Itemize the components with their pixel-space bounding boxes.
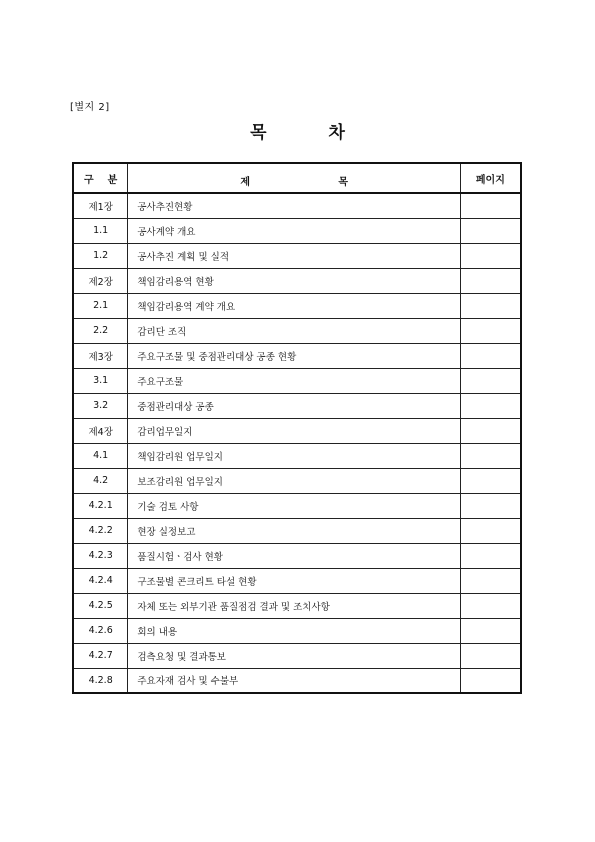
section-title: 공사추진현황 — [128, 193, 460, 218]
section-number: 4.2.5 — [73, 593, 128, 618]
header-division: 구 분 — [73, 163, 128, 193]
section-title: 중점관리대상 공종 — [128, 393, 460, 418]
section-number: 2.2 — [73, 318, 128, 343]
section-title: 주요구조물 — [128, 368, 460, 393]
page-cell — [460, 593, 521, 618]
section-title: 공사계약 개요 — [128, 218, 460, 243]
section-number: 2.1 — [73, 293, 128, 318]
form-label: [별지 2] — [70, 102, 110, 113]
page-cell — [460, 268, 521, 293]
table-row — [73, 493, 521, 518]
page-cell — [460, 443, 521, 468]
section-number: 1.1 — [73, 218, 128, 243]
section-number: 4.2 — [73, 468, 128, 493]
page-cell — [460, 318, 521, 343]
table-row — [73, 318, 521, 343]
section-number: 4.2.1 — [73, 493, 128, 518]
section-title: 책임감리용역 계약 개요 — [128, 293, 460, 318]
table-row — [73, 643, 521, 668]
page-cell — [460, 293, 521, 318]
section-number: 4.2.7 — [73, 643, 128, 668]
table-row — [73, 393, 521, 418]
table-row — [73, 243, 521, 268]
table-of-contents — [72, 162, 522, 694]
section-number: 4.2.2 — [73, 518, 128, 543]
table-row — [73, 543, 521, 568]
table-row — [73, 568, 521, 593]
table-row — [73, 443, 521, 468]
page-cell — [460, 543, 521, 568]
section-title: 자체 또는 외부기관 품질점검 결과 및 조치사항 — [128, 593, 460, 618]
page-cell — [460, 568, 521, 593]
page-cell — [460, 218, 521, 243]
section-title: 주요구조물 및 중점관리대상 공종 현황 — [128, 343, 460, 368]
section-title: 주요자재 검사 및 수불부 — [128, 668, 460, 693]
table-row — [73, 268, 521, 293]
table-row — [73, 343, 521, 368]
section-number: 제3장 — [73, 343, 128, 368]
table-row — [73, 593, 521, 618]
section-title: 품질시험ㆍ검사 현황 — [128, 543, 460, 568]
section-title: 구조물별 콘크리트 타설 현황 — [128, 568, 460, 593]
section-title: 회의 내용 — [128, 618, 460, 643]
section-title: 감리단 조직 — [128, 318, 460, 343]
page-cell — [460, 343, 521, 368]
section-title: 현장 실정보고 — [128, 518, 460, 543]
section-number: 3.1 — [73, 368, 128, 393]
page-cell — [460, 643, 521, 668]
section-title: 책임감리원 업무일지 — [128, 443, 460, 468]
section-title: 보조감리원 업무일지 — [128, 468, 460, 493]
header-page: 페이지 — [460, 163, 521, 193]
section-title: 감리업무일지 — [128, 418, 460, 443]
table-body — [73, 193, 521, 693]
section-number: 제2장 — [73, 268, 128, 293]
section-number: 3.2 — [73, 393, 128, 418]
page-cell — [460, 418, 521, 443]
section-number: 4.2.8 — [73, 668, 128, 693]
page-cell — [460, 493, 521, 518]
section-number: 1.2 — [73, 243, 128, 268]
section-title: 검측요청 및 결과통보 — [128, 643, 460, 668]
title-right: 차 — [328, 123, 345, 143]
page-cell — [460, 193, 521, 218]
page-cell — [460, 618, 521, 643]
section-title: 기술 검토 사항 — [128, 493, 460, 518]
section-number: 4.2.4 — [73, 568, 128, 593]
table-row — [73, 518, 521, 543]
section-number: 제4장 — [73, 418, 128, 443]
table-row — [73, 193, 521, 218]
page-cell — [460, 393, 521, 418]
table-row — [73, 468, 521, 493]
section-number: 4.2.6 — [73, 618, 128, 643]
section-title: 책임감리용역 현황 — [128, 268, 460, 293]
table-header-row — [73, 163, 521, 193]
page-cell — [460, 668, 521, 693]
section-number: 4.1 — [73, 443, 128, 468]
section-number: 4.2.3 — [73, 543, 128, 568]
table-row — [73, 618, 521, 643]
table-row — [73, 218, 521, 243]
page-title — [0, 118, 595, 143]
header-title: 제 목 — [128, 163, 460, 193]
section-title: 공사추진 계획 및 실적 — [128, 243, 460, 268]
page-cell — [460, 468, 521, 493]
section-number: 제1장 — [73, 193, 128, 218]
page-cell — [460, 243, 521, 268]
table-row — [73, 668, 521, 693]
page-cell — [460, 518, 521, 543]
page-cell — [460, 368, 521, 393]
table-row — [73, 418, 521, 443]
title-left: 목 — [250, 123, 267, 143]
table-row — [73, 293, 521, 318]
table-row — [73, 368, 521, 393]
